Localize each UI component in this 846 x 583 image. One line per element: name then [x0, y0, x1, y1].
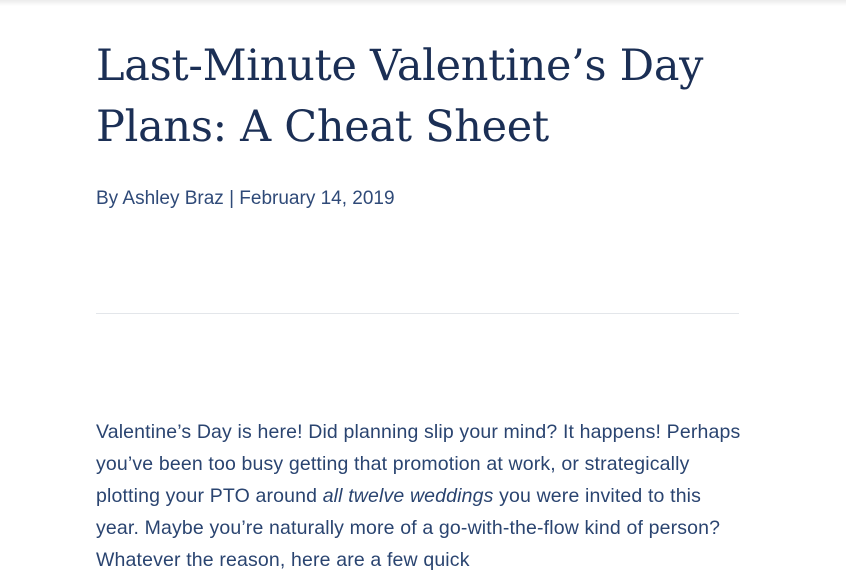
publish-date: February 14, 2019: [239, 188, 395, 209]
intro-emphasis: all twelve weddings: [322, 485, 494, 507]
article-title: Last-Minute Valentine’s Day Plans: A Cheat Sheet: [96, 41, 704, 152]
byline-separator: |: [229, 188, 235, 209]
article-intro-paragraph: [96, 416, 742, 576]
intro-text-end: you were invited to this year. Maybe you’re naturally more of a go-with-the-flow kind of person? Whatever the reason, here are a few quick: [96, 485, 721, 571]
article-byline: [96, 186, 395, 212]
author-name: Ashley Braz: [122, 188, 224, 209]
header-shadow: [0, 0, 846, 6]
section-divider: [96, 313, 739, 314]
byline-prefix: By: [96, 188, 119, 209]
intro-text-start: Valentine’s Day is here! Did planning slip your mind? It happens! Perhaps you’ve been too busy getting that promotion at work, or strategically plotting your PTO around: [96, 421, 741, 507]
